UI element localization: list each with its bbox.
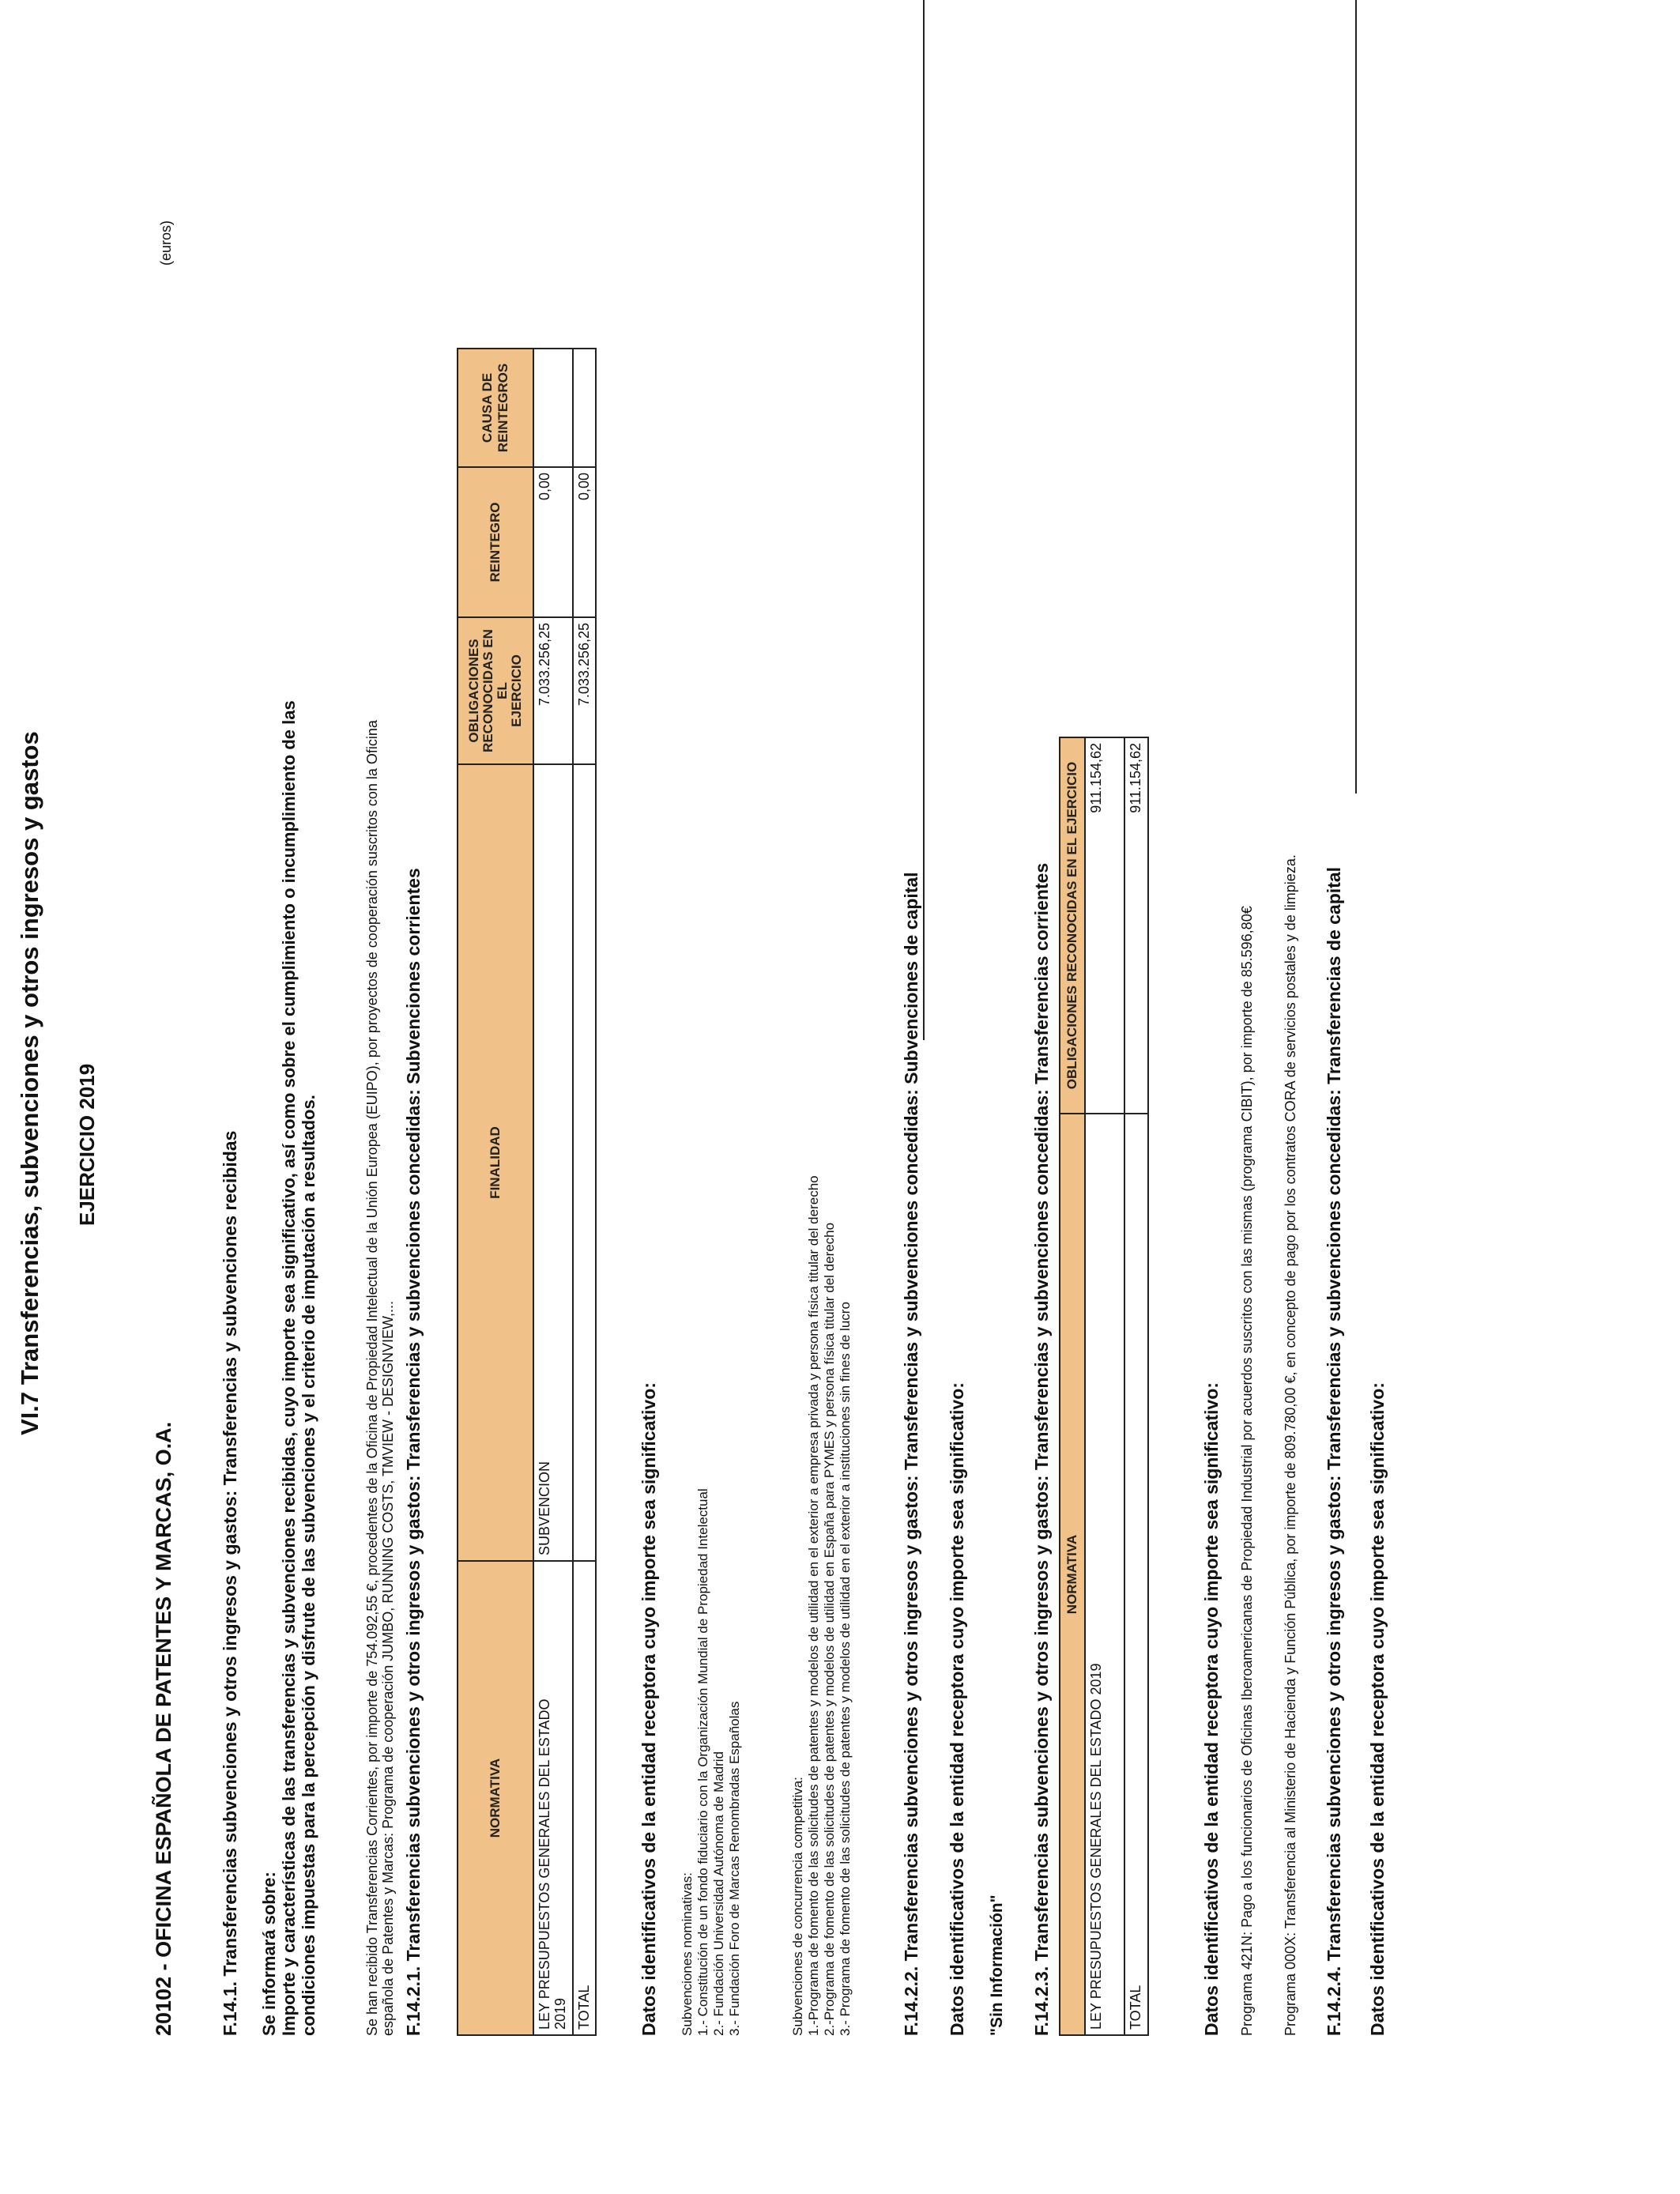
col-normativa: NORMATIVA [458, 1561, 533, 2035]
nominativas-title: Subvenciones nominativas: [680, 1872, 695, 2036]
programa-421n: Programa 421N: Pago a los funcionarios de Oficinas Iberoamericanas de Propiedad Industrial por acuerdos suscritos con las mismas (programa CIBIT), por importe de 85.596,80€ [1239, 906, 1255, 2036]
total-causa-empty [573, 349, 596, 467]
section-heading-f141: F.14.1. Transferencias subvenciones y otros ingresos y gastos: Transferencias y subvenciones recibidas [220, 1130, 240, 2036]
total-reintegro: 0,00 [573, 467, 596, 617]
col-finalidad: FINALIDAD [458, 764, 533, 1561]
table-header-row [1060, 737, 1085, 2035]
cell-obligaciones: 7.033.256,25 [533, 617, 573, 764]
list-item: 2.-Programa de fomento de las solicitudes de patentes y modelos de utilidad en España para PYMES y persona física titular del derecho [822, 1222, 837, 2036]
cell-normativa [533, 1561, 573, 2035]
total-row [573, 349, 596, 2035]
cell-finalidad: SUBVENCION [533, 764, 573, 1561]
cell-normativa: LEY PRESUPUESTOS GENERALES DEL ESTADO 2019 [1085, 1114, 1124, 2035]
cell-normativa-line-2: 2019 [552, 1997, 568, 2030]
list-item: 1.-Programa de fomento de las solicitudes de patentes y modelos de utilidad en el exterior a empresa privada y persona física titular del derecho [806, 1175, 821, 2036]
cell-normativa-line-1: LEY PRESUPUESTOS GENERALES DEL ESTADO [537, 1698, 552, 2030]
programa-000x: Programa 000X: Transferencia al Ministerio de Hacienda y Función Pública, por importe de 809.780,00 €, en concepto de pago por los contratos CORA de servicios postales y de limpieza. [1283, 854, 1298, 2036]
datos-heading-f1421: Datos identificativos de la entidad receptora cuyo importe sea significativo: [638, 1382, 659, 2036]
list-item: 2.- Fundación Universidad Autónoma de Madrid [711, 1751, 726, 2036]
total-label: TOTAL [573, 1561, 596, 2035]
nominativas-block [680, 1488, 743, 2036]
currency-unit: (euros) [158, 220, 174, 266]
datos-heading-f1424: Datos identificativos de la entidad receptora cuyo importe sea significativo: [1367, 1382, 1388, 2036]
list-item: 3.- Fundación Foro de Marcas Renombradas Españolas [727, 1701, 742, 2036]
se-informara-label: Se informará sobre: [259, 1872, 279, 2036]
instruction-line-1: Importe y características de las transferencias y subvenciones recibidas, cuyo importe sea significativo, así como sobre el cumplimiento o incumplimiento de las [279, 700, 299, 2036]
subvenciones-corrientes-table [457, 348, 597, 2036]
table-row [1085, 737, 1124, 2035]
total-obligaciones: 911.154,62 [1124, 737, 1148, 1114]
col-obligaciones: OBLIGACIONES RECONOCIDAS EN EL EJERCICIO [1060, 737, 1085, 1114]
section-heading-f1423: F.14.2.3. Transferencias subvenciones y otros ingresos y gastos: Transferencias y subvenciones concedidas: Transferencias corrientes [1031, 862, 1052, 2036]
col-obligaciones-line-1: OBLIGACIONES [466, 639, 481, 743]
datos-heading-f1423: Datos identificativos de la entidad receptora cuyo importe sea significativo: [1201, 1382, 1222, 2036]
total-label: TOTAL [1124, 1114, 1148, 2035]
transfer-text-line-1: Se han recibido Transferencias Corrientes, por importe de 754.092,55 €, procedentes de la Oficina de Propiedad Intelectual de la Unión Europea (EUIPO), por proyectos de cooperación suscritos con la Oficina [364, 720, 380, 2036]
page-title: VI.7 Transferencias, subvenciones y otros ingresos y gastos [16, 731, 43, 1435]
sin-informacion: "Sin Información" [988, 1894, 1006, 2036]
divider [1355, 0, 1357, 794]
section-heading-f1422: F.14.2.2. Transferencias subvenciones y otros ingresos y gastos: Transferencias y subvenciones concedidas: Subvenciones de capital [901, 872, 921, 2036]
cell-causa [533, 349, 573, 467]
table-row [533, 349, 573, 2035]
instruction-line-2: condiciones impuestas para la percepción y disfrute de las subvenciones y el criterio de imputación a resultados. [299, 1095, 318, 2036]
concurrencia-title: Subvenciones de concurrencia competitiva: [790, 1777, 805, 2036]
datos-heading-f1422: Datos identificativos de la entidad receptora cuyo importe sea significativo: [947, 1382, 967, 2036]
col-obligaciones [458, 617, 533, 764]
total-row [1124, 737, 1148, 2035]
divider [923, 0, 925, 1040]
transfer-text-line-2: española de Patentes y Marcas: Programa de cooperación JUMBO, RUNNING COSTS, TMVIEW - DESIGNVIEW,... [380, 1301, 396, 2036]
section-heading-f1421: F.14.2.1. Transferencias subvenciones y otros ingresos y gastos: Transferencias y subvenciones concedidas: Subvenciones corrientes [403, 868, 424, 2036]
exercise-year: EJERCICIO 2019 [75, 1063, 99, 1226]
col-reintegro: REINTEGRO [458, 467, 533, 617]
total-obligaciones: 7.033.256,25 [573, 617, 596, 764]
col-obligaciones-line-2: RECONOCIDAS EN EL [480, 629, 510, 752]
list-item: 1.- Constitución de un fondo fiduciario con la Organización Mundial de Propiedad Intelectual [695, 1488, 710, 2036]
entity-name: 20102 - OFICINA ESPAÑOLA DE PATENTES Y MARCAS, O.A. [152, 1421, 175, 2036]
col-normativa: NORMATIVA [1060, 1114, 1085, 2035]
section-heading-f1424: F.14.2.4. Transferencias subvenciones y otros ingresos y gastos: Transferencias y subvenciones concedidas: Transferencias de capital [1324, 866, 1344, 2036]
list-item: 3.- Programa de fomento de las solicitudes de patentes y modelos de utilidad en el exterior a instituciones sin fines de lucro [838, 1302, 853, 2036]
col-obligaciones-line-3: EJERCICIO [509, 654, 524, 727]
cell-obligaciones: 911.154,62 [1085, 737, 1124, 1114]
transferencias-corrientes-table [1059, 737, 1149, 2036]
cell-reintegro: 0,00 [533, 467, 573, 617]
concurrencia-block [790, 1175, 853, 2036]
total-finalidad-empty [573, 764, 596, 1561]
table-header-row [458, 349, 533, 2035]
col-causa-reintegros: CAUSA DE REINTEGROS [458, 349, 533, 467]
